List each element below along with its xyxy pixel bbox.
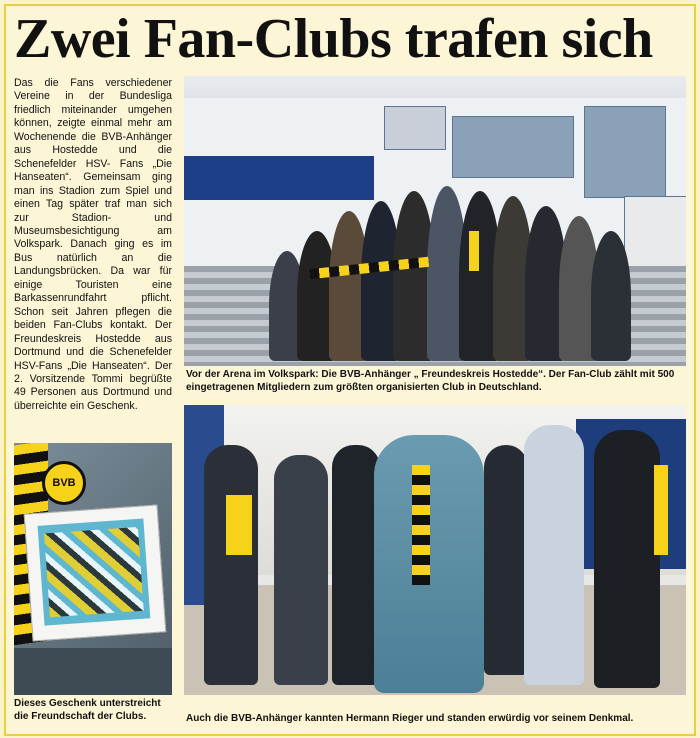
arena-photo-caption: Vor der Arena im Volkspark: Die BVB-Anhänger „ Freundeskreis Hostedde“. Der Fan-Club zählt mit 500 eingetragenen Mitgliedern zum größten organisierten Club in Deutschland. [186, 369, 675, 393]
statue-photo-caption: Auch die BVB-Anhänger kannten Hermann Rieger und standen erwürdig vor seinem Denkmal. [186, 713, 634, 724]
gift-frame [24, 504, 167, 641]
gift-photo-caption: Dieses Geschenk unterstreicht die Freundschaft der Clubs. [14, 698, 161, 722]
bvb-logo: BVB [42, 461, 86, 505]
headline: Zwei Fan-Clubs trafen sich [14, 8, 653, 70]
arena-group-photo [184, 76, 686, 366]
gift-photo [14, 443, 172, 695]
statue-group-photo [184, 405, 686, 695]
article-body: Das die Fans verschiedener Vereine in der Bundesliga friedlich miteinander umgehen können, zeigte einmal mehr am Wochenende die BVB-Anhänger aus Hostedde und die Schenefelder HSV- Fans „Die Hanseaten“. Gemeinsam ging man ins Stadion zum Spiel und einen Tag später traf man sich zur Stadion- und Museumsbesichtigung am Volkspark. Danach ging es im Bus natürlich an die Landungsbrücken. Da war für einige Touristen eine Barkassenrundfahrt pflicht. Schon seit Jahren pflegen die beiden Fan-Clubs kontakt. Der Freundeskreis Hostedde aus Dortmund und die Schenefelder HSV-Fans „Die Hanseaten“. Der 2. Vorsitzende Tommi begrüßte 49 Personen aus Dortmund und überreichte ein Geschenk. [14, 77, 172, 412]
